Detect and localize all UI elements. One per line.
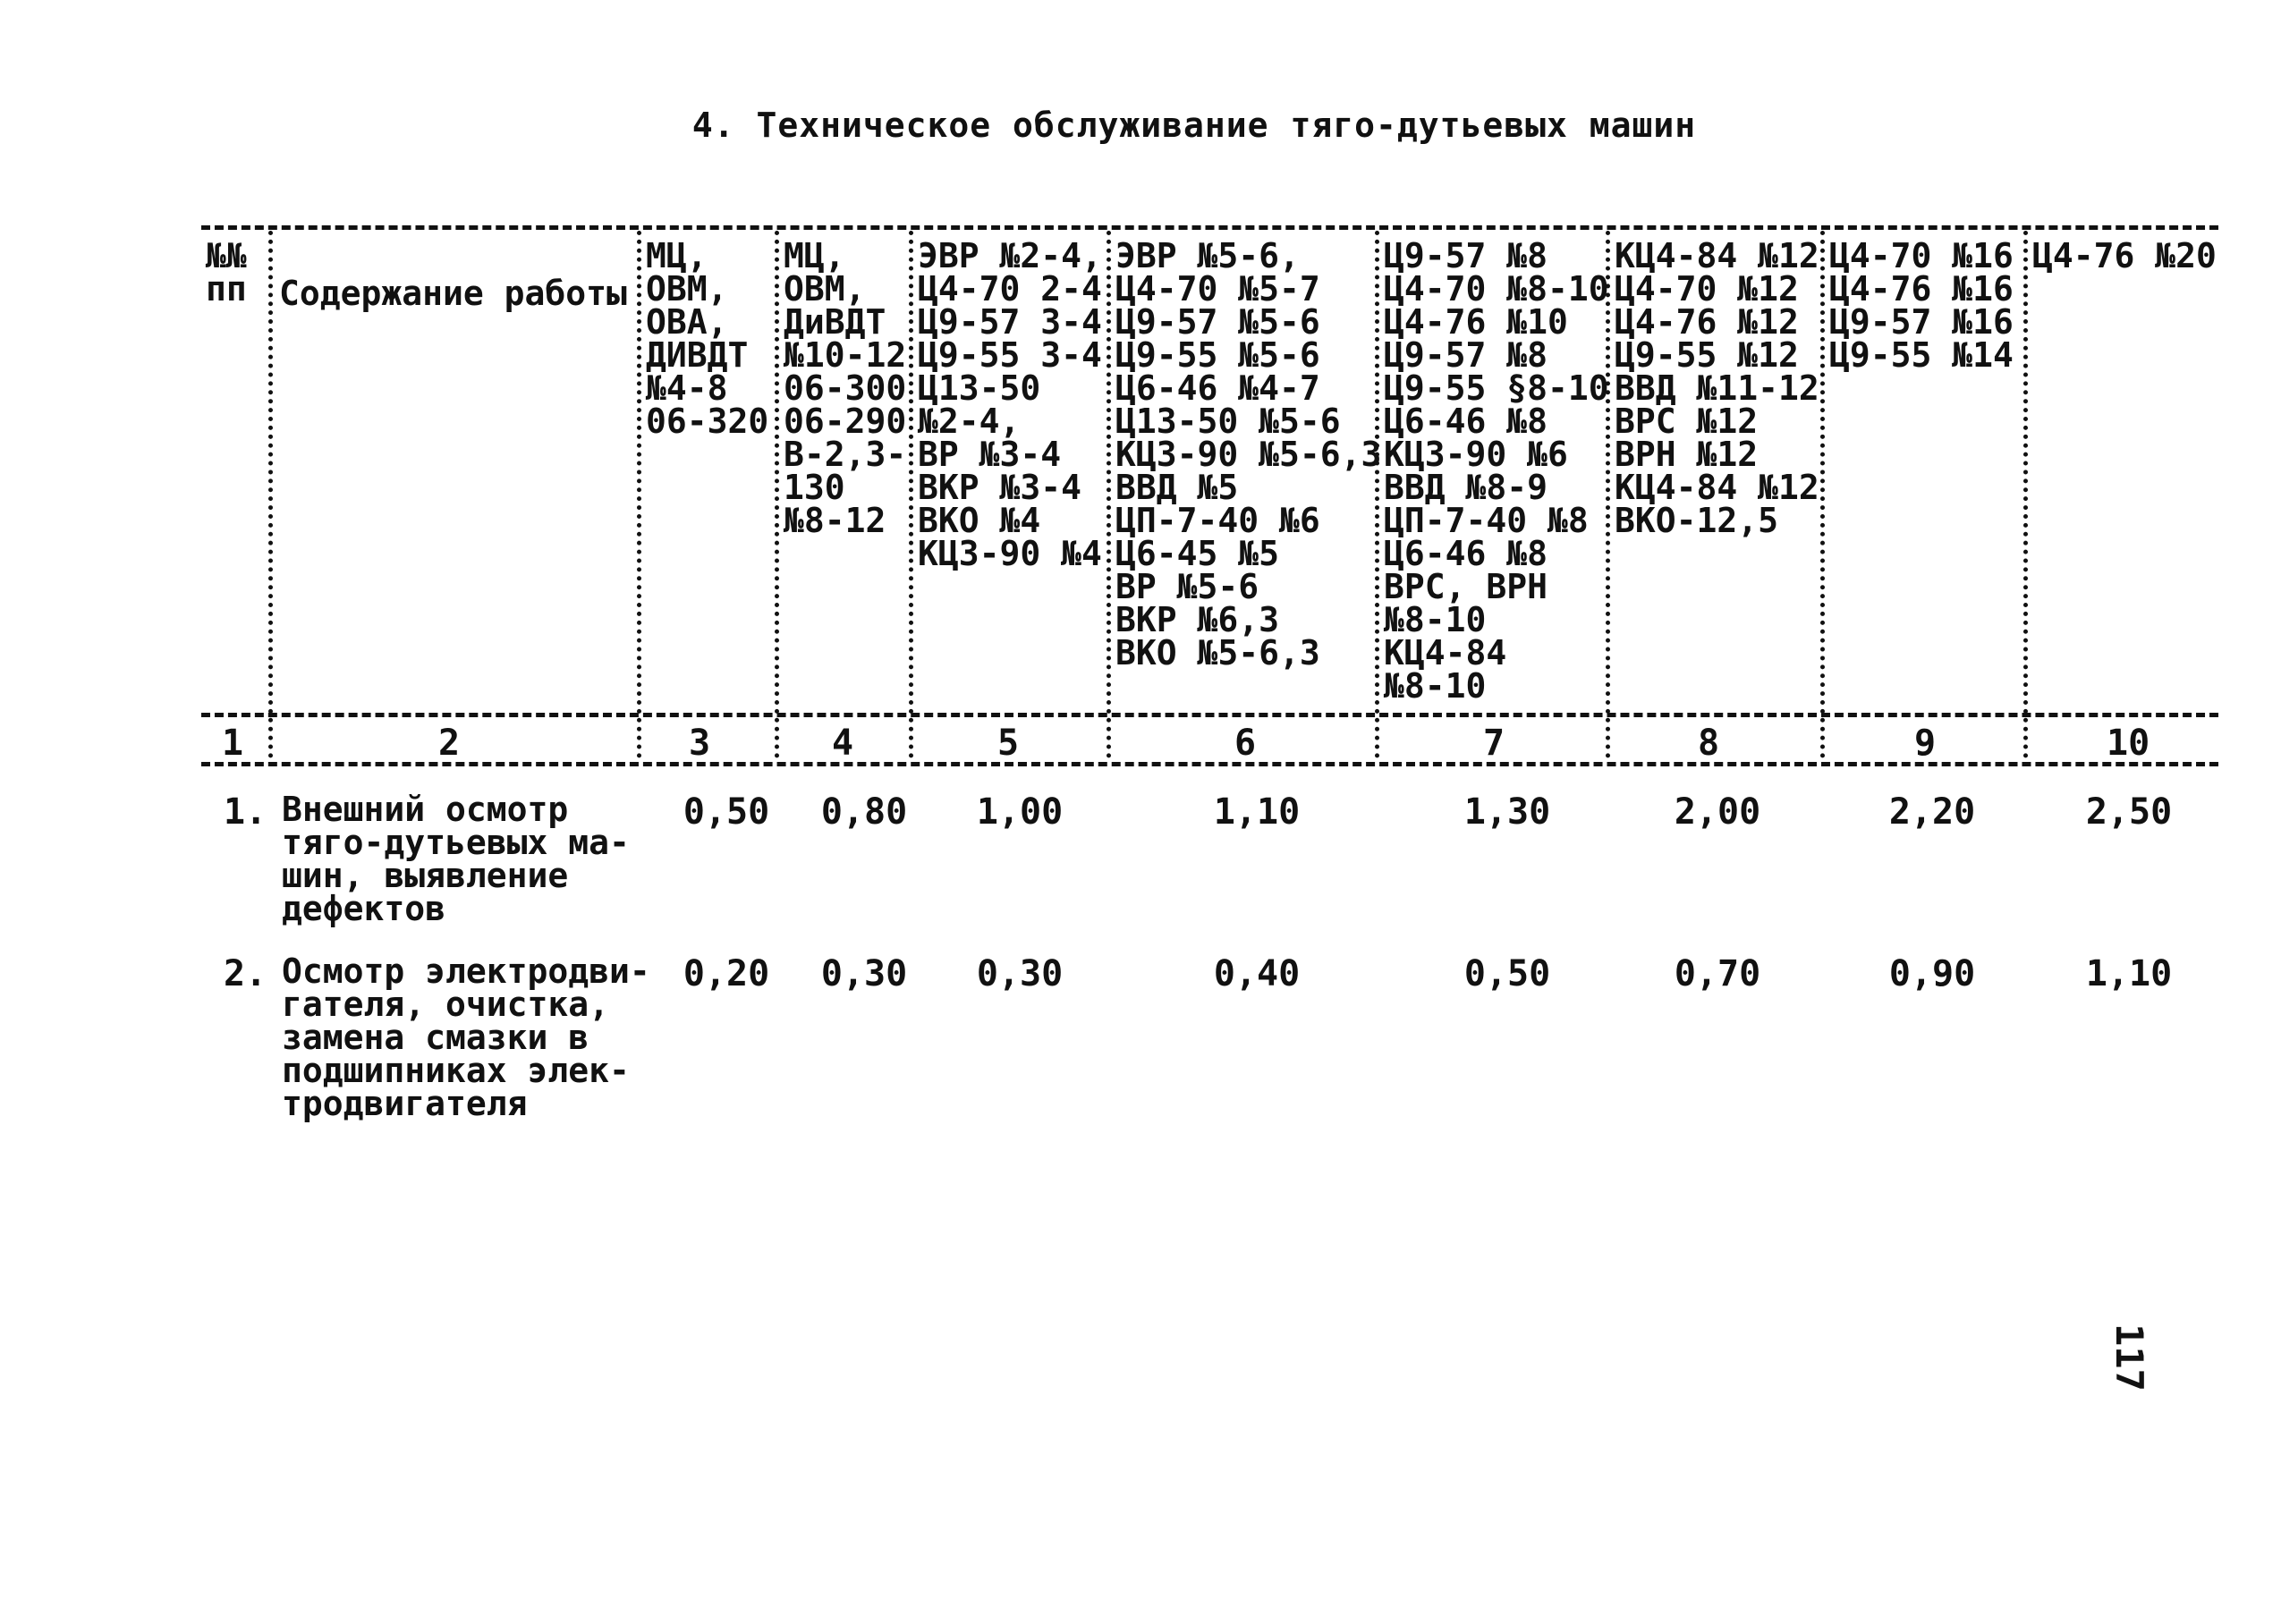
header-bottom-rule bbox=[201, 713, 2218, 717]
page-title: 4. Техническое обслуживание тяго-дутьевых машин bbox=[691, 106, 1697, 145]
header-col-3: МЦ, ОВМ, ОВА, ДИВДТ №4-8 06-320 bbox=[646, 236, 769, 441]
row-value: 0,90 bbox=[1888, 953, 1976, 994]
col-divider bbox=[1820, 231, 1825, 758]
row-number: 1. bbox=[224, 791, 267, 833]
row-value: 2,50 bbox=[2085, 791, 2173, 833]
col-number: 8 bbox=[1698, 723, 1720, 764]
header-col-8: КЦ4-84 №12 Ц4-70 №12 Ц4-76 №12 Ц9-55 №12 ВВД №11-12 ВРС №12 ВРН №12 КЦ4-84 №12 ВКО-12,5 bbox=[1615, 236, 1819, 540]
row-value: 0,30 bbox=[976, 953, 1064, 994]
row-value: 0,80 bbox=[820, 791, 908, 833]
col-divider bbox=[1107, 231, 1111, 758]
header-col-1: №№ пп bbox=[206, 236, 247, 309]
row-value: 0,50 bbox=[1463, 953, 1551, 994]
row-description: Внешний осмотр тяго-дутьевых ма- шин, выявление дефектов bbox=[282, 790, 630, 928]
row-value: 0,20 bbox=[683, 953, 770, 994]
row-value: 1,00 bbox=[976, 791, 1064, 833]
col-number: 1 bbox=[222, 723, 244, 764]
row-value: 1,10 bbox=[2085, 953, 2173, 994]
col-divider bbox=[909, 231, 913, 758]
col-number: 5 bbox=[997, 723, 1020, 764]
row-description: Осмотр электродви- гателя, очистка, замена смазки в подшипниках элек- тродвигателя bbox=[282, 952, 650, 1123]
col-number: 7 bbox=[1483, 723, 1505, 764]
row-value: 0,30 bbox=[820, 953, 908, 994]
header-col-10: Ц4-76 №20 bbox=[2032, 236, 2217, 275]
col-divider bbox=[775, 231, 779, 758]
row-number: 2. bbox=[224, 953, 267, 994]
header-col-2: Содержание работы bbox=[279, 274, 627, 313]
header-col-4: МЦ, ОВМ, ДиВДТ №10-12 06-300 06-290 В-2,3- 130 №8-12 bbox=[784, 236, 907, 540]
row-value: 0,50 bbox=[683, 791, 770, 833]
row-value: 1,10 bbox=[1213, 791, 1301, 833]
row-value: 0,70 bbox=[1674, 953, 1761, 994]
col-divider bbox=[268, 231, 273, 758]
row-value: 2,20 bbox=[1888, 791, 1976, 833]
header-top-rule bbox=[201, 225, 2218, 230]
row-value: 2,00 bbox=[1674, 791, 1761, 833]
header-col-7: Ц9-57 №8 Ц4-70 №8-10 Ц4-76 №10 Ц9-57 №8 Ц9-55 §8-10 Ц6-46 №8 КЦ3-90 №6 ВВД №8-9 ЦП-7-40 №8 Ц6-46 №8 ВРС, ВРН №8-10 КЦ4-84 №8-10 bbox=[1384, 236, 1609, 706]
col-divider bbox=[637, 231, 641, 758]
row-value: 0,40 bbox=[1213, 953, 1301, 994]
header-col-9: Ц4-70 №16 Ц4-76 №16 Ц9-57 №16 Ц9-55 №14 bbox=[1829, 236, 2014, 375]
col-divider bbox=[2023, 231, 2028, 758]
header-col-5: ЭВР №2-4, Ц4-70 2-4 Ц9-57 3-4 Ц9-55 3-4 Ц13-50 №2-4, ВР №3-4 ВКР №3-4 ВКО №4 КЦ3-90 №4 bbox=[918, 236, 1102, 573]
row-value: 1,30 bbox=[1463, 791, 1551, 833]
col-number: 4 bbox=[832, 723, 854, 764]
col-number: 2 bbox=[438, 723, 461, 764]
col-number: 3 bbox=[689, 723, 711, 764]
page-number: 117 bbox=[2107, 1324, 2151, 1391]
col-number: 6 bbox=[1234, 723, 1257, 764]
header-col-6: ЭВР №5-6, Ц4-70 №5-7 Ц9-57 №5-6 Ц9-55 №5-6 Ц6-46 №4-7 Ц13-50 №5-6 КЦ3-90 №5-6,3 ВВД №5 ЦП-7-40 №6 Ц6-45 №5 ВР №5-6 ВКР №6,3 ВКО №5-6,3 bbox=[1115, 236, 1382, 672]
col-number: 9 bbox=[1914, 723, 1937, 764]
col-number: 10 bbox=[2107, 723, 2150, 764]
